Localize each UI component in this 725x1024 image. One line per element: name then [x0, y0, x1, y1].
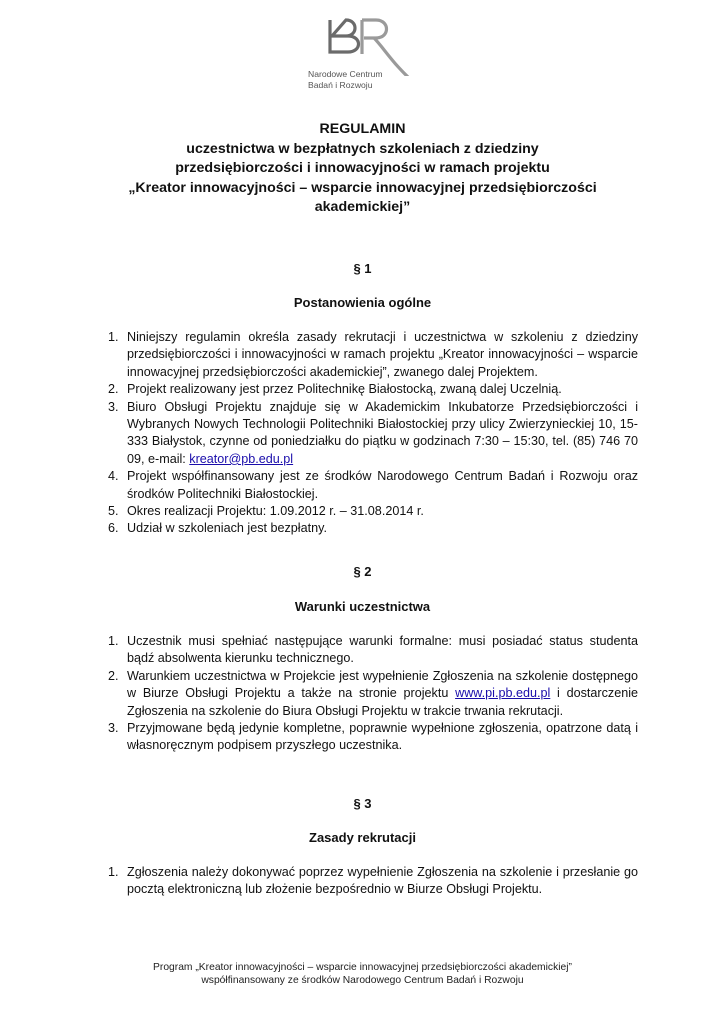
item-number: 1.: [108, 865, 119, 879]
list-item: [108, 381, 638, 398]
item-text: Warunkiem uczestnictwa w Projekcie jest wypełnienie Zgłoszenia na szkolenie dostępnego w Biurze Obsługi Projektu a także na stronie projektu: [127, 668, 638, 701]
section-3-title: Zasady rekrutacji: [309, 830, 416, 845]
footer-line-1: Program „Kreator innowacyjności – wsparcie innowacyjnej przedsiębiorczości akademickiej”: [153, 962, 572, 973]
ncbr-logo: [300, 14, 430, 92]
list-item: [108, 468, 638, 503]
section-1-list: [108, 329, 638, 538]
ncbr-logo-mark-icon: [322, 14, 412, 76]
item-number: 1.: [108, 330, 119, 344]
item-number: 2.: [108, 382, 119, 397]
item-text-continued: i dostarczenie Zgłoszenia na szkolenie do Biura Obsługi Projektu w trakcie trwania rekrutacji.: [127, 686, 638, 718]
page-footer: [0, 961, 725, 987]
item-number: 1.: [108, 634, 119, 648]
item-text: Udział w szkoleniach jest bezpłatny.: [127, 521, 327, 536]
section-3-number: § 3: [353, 796, 372, 811]
document-title: [80, 120, 645, 218]
section-1-title: Postanowienia ogólne: [293, 295, 432, 310]
list-item: [108, 329, 638, 381]
item-text: Projekt współfinansowany jest ze środków Narodowego Centrum Badań i Rozwoju oraz środków Politechniki Białostockiej.: [127, 469, 638, 501]
list-item: [108, 864, 638, 899]
item-number: 5.: [108, 504, 119, 519]
list-item: [108, 720, 638, 755]
list-item: [108, 520, 638, 537]
section-2-list: [108, 633, 638, 755]
item-text: Okres realizacji Projektu: 1.09.2012 r. – 31.08.2014 r.: [127, 504, 424, 519]
item-number: 4.: [108, 469, 119, 484]
project-website-link[interactable]: www.pi.pb.edu.pl: [455, 686, 551, 701]
footer-line-2: współfinansowany ze środków Narodowego Centrum Badań i Rozwoju: [201, 975, 524, 986]
list-item: [108, 633, 638, 668]
list-item: [108, 399, 638, 469]
title-line-2: uczestnictwa w bezpłatnych szkoleniach z dziedziny: [186, 140, 539, 157]
item-number: 2.: [108, 668, 119, 683]
section-2-number: § 2: [353, 564, 372, 579]
list-item: [108, 503, 638, 520]
section-2-title: Warunki uczestnictwa: [294, 599, 431, 614]
email-link[interactable]: kreator@pb.edu.pl: [189, 451, 294, 466]
title-line-4: „Kreator innowacyjności – wsparcie innowacyjnej przedsiębiorczości: [128, 179, 597, 196]
logo-line-2: Badań i Rozwoju: [308, 80, 373, 90]
item-number: 6.: [108, 521, 119, 536]
item-text: Zgłoszenia należy dokonywać poprzez wypełnienie Zgłoszenia na szkolenie i przesłanie go pocztą elektroniczną lub złożenie bezpośrednio w Biurze Obsługi Projektu.: [127, 865, 638, 897]
item-text: Niniejszy regulamin określa zasady rekrutacji i uczestnictwa w szkoleniu z dziedziny przedsiębiorczości i innowacyjności w ramach projektu „Kreator innowacyjności – wsparcie innowacyjnej przedsiębiorczości akademickiej”, zwanego dalej Projektem.: [127, 330, 638, 379]
title-line-3: przedsiębiorczości i innowacyjności w ramach projektu: [175, 160, 550, 177]
item-number: 3.: [108, 721, 119, 736]
item-text: Przyjmowane będą jedynie kompletne, poprawnie wypełnione zgłoszenia, opatrzone datą i własnoręcznym podpisem przyszłego uczestnika.: [127, 721, 638, 753]
item-number: 3.: [108, 399, 119, 414]
title-line-5: akademickiej”: [314, 199, 411, 216]
item-text: Biuro Obsługi Projektu znajduje się w Akademickim Inkubatorze Przedsiębiorczości i Wybranych Nowych Technologii Politechniki Białostockiej przy ulicy Zwierzynieckiej 10, 15-333 Białystok, czynne od poniedziałku do piątku w godzinach 7:30 – 15:30, tel. (85) 746 70 09, e-mail:: [127, 399, 638, 466]
title-line-1: REGULAMIN: [319, 121, 406, 137]
item-text: Uczestnik musi spełniać następujące warunki formalne: musi posiadać status studenta bądź absolwenta kierunku technicznego.: [127, 634, 638, 666]
logo-line-1: Narodowe Centrum: [308, 69, 383, 79]
section-1-number: § 1: [353, 261, 372, 276]
list-item: [108, 668, 638, 720]
section-3-list: [108, 864, 638, 899]
item-text: Projekt realizowany jest przez Politechnikę Białostocką, zwaną dalej Uczelnią.: [127, 382, 562, 397]
